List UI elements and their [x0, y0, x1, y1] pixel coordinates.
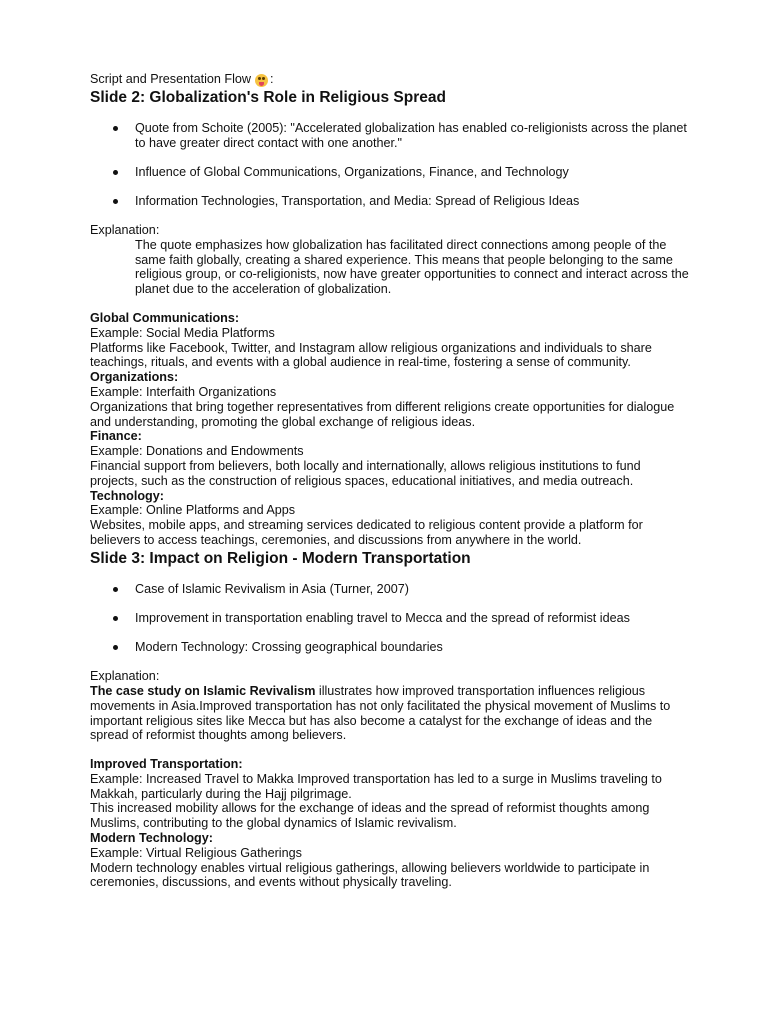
section-body-finance: Financial support from believers, both locally and internationally, allows religious institutions to fund projects, such as the construction of religious spaces, educational initiatives, and media outreach. [90, 458, 641, 488]
slide2-title: Slide 2: Globalization's Role in Religious Spread [90, 88, 446, 106]
slide3-explanation-text [90, 684, 690, 743]
section-heading-global-communications: Global Communications: [90, 310, 240, 325]
slide3-explanation-bold: The case study on Islamic Revivalism [90, 683, 316, 698]
section-heading-modern-technology: Modern Technology: [90, 831, 213, 846]
section-example-modern-technology: Example: Virtual Religious Gatherings [90, 845, 302, 860]
slide3-explanation-rest: illustrates how improved transportation influences religious movements in Asia.Improved transportation has not only facilitated the physical movement of Muslims to important religious sites like Mecca but has also become a catalyst for the exchange of ideas and the spread of reformist thoughts among believers. [90, 683, 671, 743]
slide2-bullet-list [90, 121, 690, 209]
section-body-global-communications: Platforms like Facebook, Twitter, and Instagram allow religious organizations and individuals to share teachings, rituals, and events with a global audience in real-time, fostering a sense of community. [90, 340, 652, 370]
section-body-improved-transportation: This increased mobility allows for the exchange of ideas and the spread of reformist thoughts among Muslims, contributing to the global dynamics of Islamic revivalism. [90, 801, 650, 831]
spacer [90, 297, 690, 311]
section-body-technology: Websites, mobile apps, and streaming services dedicated to religious content provide a platform for believers to access teachings, ceremonies, and discussions from anywhere in the world. [90, 518, 643, 547]
section-example-technology: Example: Online Platforms and Apps [90, 503, 296, 518]
section-body-modern-technology: Modern technology enables virtual religious gatherings, allowing believers worldwide to participate in ceremonies, discussions, and events without physically traveling. [90, 860, 650, 890]
spacer [90, 743, 690, 757]
intro-text: Script and Presentation Flow [90, 72, 252, 86]
section-body-organizations: Organizations that bring together representatives from different religions create opportunities for dialogue and understanding, promoting the global exchange of religious ideas. [90, 399, 675, 429]
section-example-global-communications: Example: Social Media Platforms [90, 325, 275, 340]
slide3-bullet-3: Modern Technology: Crossing geographical boundaries [90, 640, 690, 655]
slide2-bullet-3: Information Technologies, Transportation, and Media: Spread of Religious Ideas [90, 194, 690, 209]
section-heading-improved-transportation: Improved Transportation: [90, 757, 243, 772]
slide3-bullet-list [90, 582, 690, 655]
slide2-bullet-1: Quote from Schoite (2005): "Accelerated globalization has enabled co-religionists across the planet to have greater direct contact with one another." [90, 121, 690, 151]
section-example-improved-transportation: Example: Increased Travel to Makka Improved transportation has led to a surge in Muslims traveling to Makkah, particularly during the Hajj pilgrimage. [90, 771, 662, 801]
face-with-tongue-emoji-icon [255, 74, 268, 87]
section-heading-organizations: Organizations: [90, 370, 179, 385]
section-heading-finance: Finance: [90, 429, 142, 444]
slide2-bullet-2: Influence of Global Communications, Organizations, Finance, and Technology [90, 165, 690, 180]
slide3-explanation-label: Explanation: [90, 669, 160, 684]
document-page [90, 72, 690, 890]
slide3-title: Slide 3: Impact on Religion - Modern Transportation [90, 549, 471, 567]
slide3-bullet-1: Case of Islamic Revivalism in Asia (Turner, 2007) [90, 582, 690, 597]
slide2-explanation-text: The quote emphasizes how globalization has facilitated direct connections among people of the same faith globally, creating a shared experience. This means that people belonging to the same religious group, or co-religionists, now have greater opportunities to connect and interact across the planet due to the acceleration of globalization. [135, 237, 689, 297]
section-example-finance: Example: Donations and Endowments [90, 444, 304, 459]
section-heading-technology: Technology: [90, 488, 164, 503]
intro-suffix: : [270, 72, 274, 86]
section-example-organizations: Example: Interfaith Organizations [90, 384, 277, 399]
slide3-bullet-2: Improvement in transportation enabling travel to Mecca and the spread of reformist ideas [90, 611, 690, 626]
intro-line [90, 72, 690, 87]
slide2-explanation-label: Explanation: [90, 222, 160, 237]
